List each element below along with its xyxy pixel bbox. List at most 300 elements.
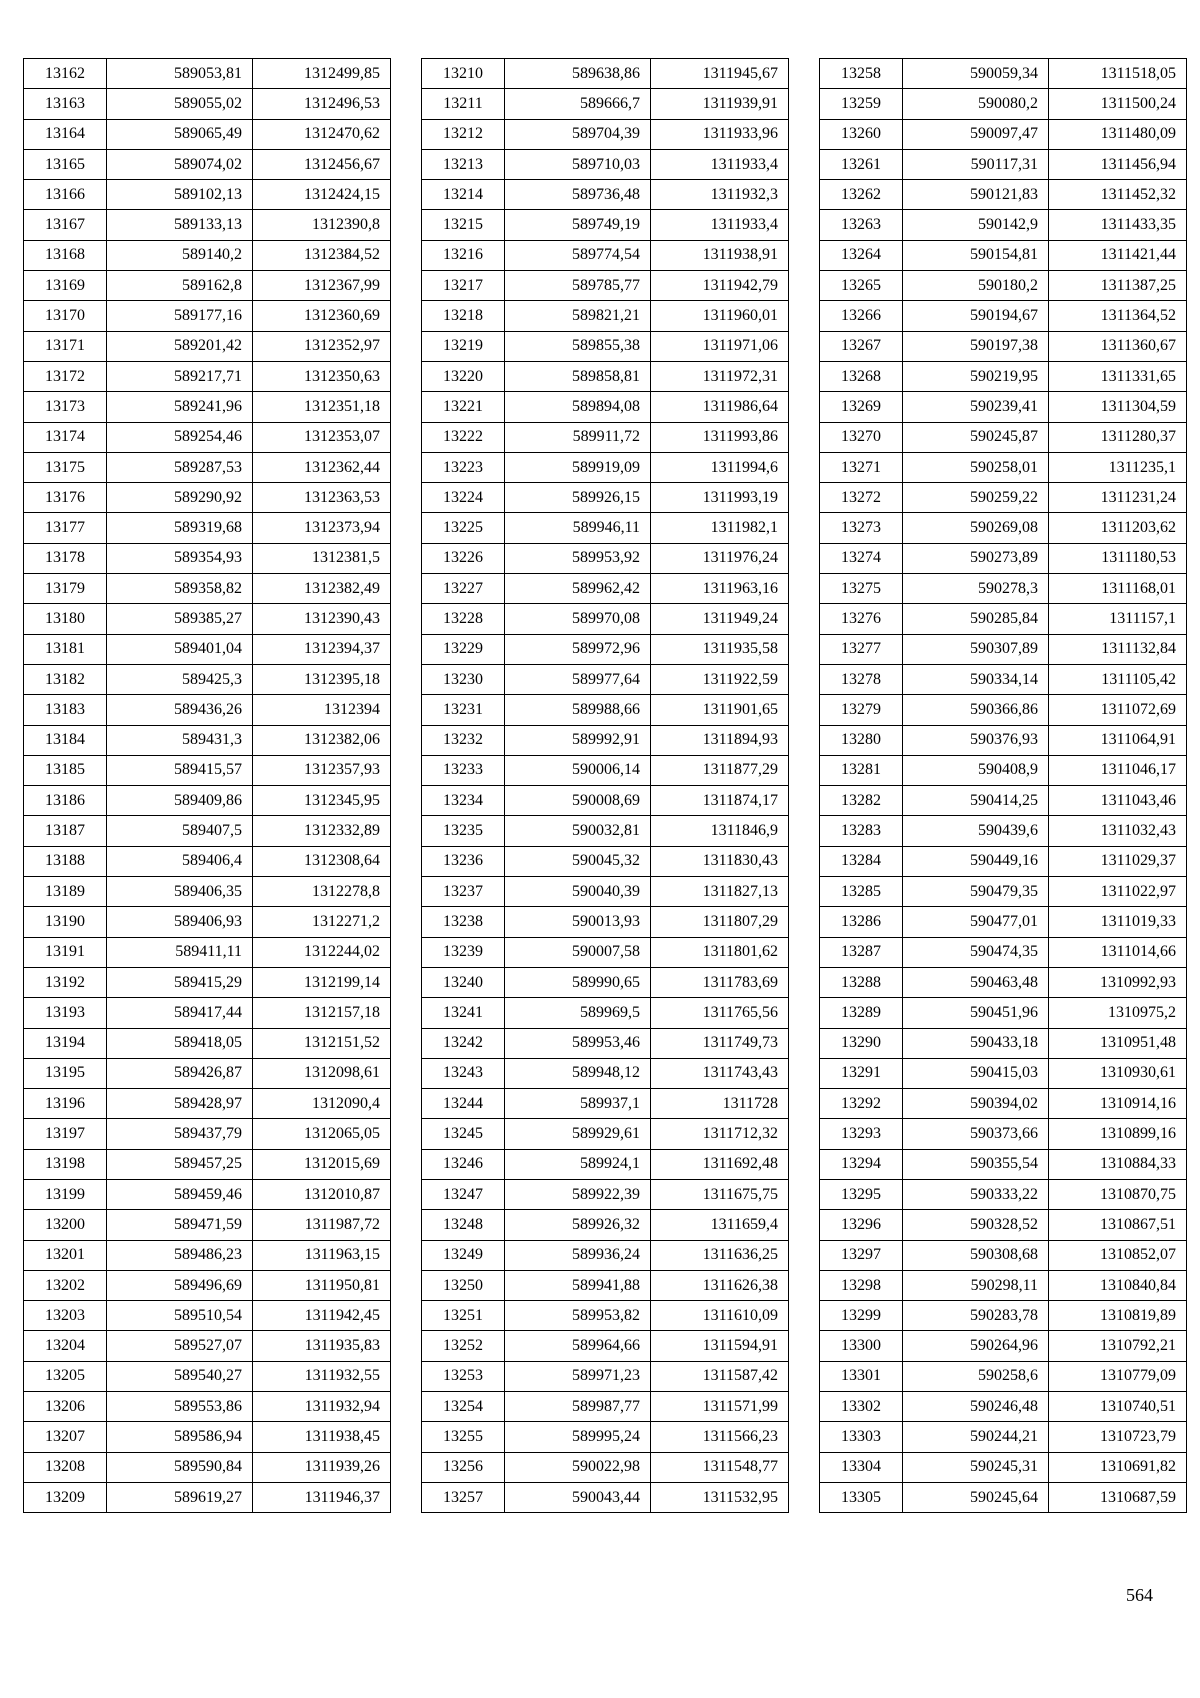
x-coordinate-cell: 589972,96 xyxy=(505,634,651,664)
y-coordinate-cell: 1310691,82 xyxy=(1049,1452,1187,1482)
point-number-cell: 13269 xyxy=(820,392,903,422)
x-coordinate-cell: 589527,07 xyxy=(107,1331,253,1361)
table-row xyxy=(422,816,789,846)
point-number-cell: 13250 xyxy=(422,1270,505,1300)
y-coordinate-cell: 1311933,4 xyxy=(651,149,789,179)
point-number-cell: 13166 xyxy=(24,180,107,210)
table-row xyxy=(422,240,789,270)
point-number-cell: 13303 xyxy=(820,1422,903,1452)
x-coordinate-cell: 589977,64 xyxy=(505,664,651,694)
table-row xyxy=(422,59,789,89)
x-coordinate-cell: 589953,82 xyxy=(505,1301,651,1331)
table-row xyxy=(820,937,1187,967)
x-coordinate-cell: 589074,02 xyxy=(107,149,253,179)
point-number-cell: 13186 xyxy=(24,786,107,816)
x-coordinate-cell: 589553,86 xyxy=(107,1392,253,1422)
y-coordinate-cell: 1311971,06 xyxy=(651,331,789,361)
table-row xyxy=(820,1058,1187,1088)
x-coordinate-cell: 589385,27 xyxy=(107,604,253,634)
x-coordinate-cell: 590032,81 xyxy=(505,816,651,846)
y-coordinate-cell: 1312373,94 xyxy=(253,513,391,543)
table-row xyxy=(820,301,1187,331)
point-number-cell: 13240 xyxy=(422,967,505,997)
x-coordinate-cell: 590283,78 xyxy=(903,1301,1049,1331)
table-row xyxy=(820,998,1187,1028)
table-row xyxy=(24,755,391,785)
x-coordinate-cell: 589987,77 xyxy=(505,1392,651,1422)
table-row xyxy=(422,1149,789,1179)
table-row xyxy=(820,907,1187,937)
y-coordinate-cell: 1312308,64 xyxy=(253,846,391,876)
point-number-cell: 13194 xyxy=(24,1028,107,1058)
point-number-cell: 13163 xyxy=(24,89,107,119)
point-number-cell: 13253 xyxy=(422,1361,505,1391)
table-row xyxy=(820,755,1187,785)
x-coordinate-cell: 589749,19 xyxy=(505,210,651,240)
y-coordinate-cell: 1311626,38 xyxy=(651,1270,789,1300)
table-row xyxy=(820,967,1187,997)
y-coordinate-cell: 1312384,52 xyxy=(253,240,391,270)
table-row xyxy=(24,1361,391,1391)
table-row xyxy=(24,1089,391,1119)
point-number-cell: 13294 xyxy=(820,1149,903,1179)
x-coordinate-cell: 589254,46 xyxy=(107,422,253,452)
point-number-cell: 13168 xyxy=(24,240,107,270)
table-row xyxy=(422,1179,789,1209)
point-number-cell: 13170 xyxy=(24,301,107,331)
table-row xyxy=(820,816,1187,846)
x-coordinate-cell: 589162,8 xyxy=(107,271,253,301)
point-number-cell: 13234 xyxy=(422,786,505,816)
x-coordinate-cell: 590258,6 xyxy=(903,1361,1049,1391)
y-coordinate-cell: 1311480,09 xyxy=(1049,119,1187,149)
y-coordinate-cell: 1311830,43 xyxy=(651,846,789,876)
y-coordinate-cell: 1311901,65 xyxy=(651,695,789,725)
point-number-cell: 13300 xyxy=(820,1331,903,1361)
point-number-cell: 13259 xyxy=(820,89,903,119)
x-coordinate-cell: 589426,87 xyxy=(107,1058,253,1088)
table-row xyxy=(422,1392,789,1422)
point-number-cell: 13211 xyxy=(422,89,505,119)
y-coordinate-cell: 1311594,91 xyxy=(651,1331,789,1361)
x-coordinate-cell: 589065,49 xyxy=(107,119,253,149)
point-number-cell: 13238 xyxy=(422,907,505,937)
table-row xyxy=(820,604,1187,634)
x-coordinate-cell: 589953,46 xyxy=(505,1028,651,1058)
table-row xyxy=(24,483,391,513)
y-coordinate-cell: 1312496,53 xyxy=(253,89,391,119)
y-coordinate-cell: 1311046,17 xyxy=(1049,755,1187,785)
table-row xyxy=(24,574,391,604)
table-row xyxy=(422,574,789,604)
x-coordinate-cell: 589926,15 xyxy=(505,483,651,513)
point-number-cell: 13278 xyxy=(820,664,903,694)
table-row xyxy=(422,664,789,694)
x-coordinate-cell: 590245,64 xyxy=(903,1482,1049,1512)
point-number-cell: 13176 xyxy=(24,483,107,513)
y-coordinate-cell: 1311360,67 xyxy=(1049,331,1187,361)
x-coordinate-cell: 590197,38 xyxy=(903,331,1049,361)
point-number-cell: 13244 xyxy=(422,1089,505,1119)
y-coordinate-cell: 1312382,49 xyxy=(253,574,391,604)
table-row xyxy=(24,1301,391,1331)
y-coordinate-cell: 1311932,55 xyxy=(253,1361,391,1391)
table-row xyxy=(820,59,1187,89)
table-row xyxy=(24,816,391,846)
y-coordinate-cell: 1311846,9 xyxy=(651,816,789,846)
x-coordinate-cell: 589406,35 xyxy=(107,877,253,907)
x-coordinate-cell: 590259,22 xyxy=(903,483,1049,513)
table-row xyxy=(422,543,789,573)
y-coordinate-cell: 1311500,24 xyxy=(1049,89,1187,119)
point-number-cell: 13220 xyxy=(422,361,505,391)
x-coordinate-cell: 589102,13 xyxy=(107,180,253,210)
point-number-cell: 13169 xyxy=(24,271,107,301)
table-row xyxy=(24,1240,391,1270)
x-coordinate-cell: 590439,6 xyxy=(903,816,1049,846)
y-coordinate-cell: 1312499,85 xyxy=(253,59,391,89)
y-coordinate-cell: 1311587,42 xyxy=(651,1361,789,1391)
y-coordinate-cell: 1311894,93 xyxy=(651,725,789,755)
table-row xyxy=(24,119,391,149)
y-coordinate-cell: 1311548,77 xyxy=(651,1452,789,1482)
point-number-cell: 13263 xyxy=(820,210,903,240)
y-coordinate-cell: 1311692,48 xyxy=(651,1149,789,1179)
x-coordinate-cell: 589924,1 xyxy=(505,1149,651,1179)
point-number-cell: 13222 xyxy=(422,422,505,452)
point-number-cell: 13182 xyxy=(24,664,107,694)
y-coordinate-cell: 1311331,65 xyxy=(1049,361,1187,391)
point-number-cell: 13242 xyxy=(422,1028,505,1058)
y-coordinate-cell: 1311922,59 xyxy=(651,664,789,694)
x-coordinate-cell: 589140,2 xyxy=(107,240,253,270)
point-number-cell: 13277 xyxy=(820,634,903,664)
x-coordinate-cell: 589401,04 xyxy=(107,634,253,664)
y-coordinate-cell: 1311032,43 xyxy=(1049,816,1187,846)
table-row xyxy=(820,1392,1187,1422)
x-coordinate-cell: 590278,3 xyxy=(903,574,1049,604)
x-coordinate-cell: 589619,27 xyxy=(107,1482,253,1512)
table-row xyxy=(422,119,789,149)
y-coordinate-cell: 1312424,15 xyxy=(253,180,391,210)
y-coordinate-cell: 1310819,89 xyxy=(1049,1301,1187,1331)
table-row xyxy=(24,240,391,270)
y-coordinate-cell: 1311452,32 xyxy=(1049,180,1187,210)
x-coordinate-cell: 590479,35 xyxy=(903,877,1049,907)
y-coordinate-cell: 1310723,79 xyxy=(1049,1422,1187,1452)
point-number-cell: 13213 xyxy=(422,149,505,179)
point-number-cell: 13179 xyxy=(24,574,107,604)
point-number-cell: 13230 xyxy=(422,664,505,694)
y-coordinate-cell: 1311029,37 xyxy=(1049,846,1187,876)
y-coordinate-cell: 1311994,6 xyxy=(651,452,789,482)
point-number-cell: 13164 xyxy=(24,119,107,149)
x-coordinate-cell: 589894,08 xyxy=(505,392,651,422)
point-number-cell: 13248 xyxy=(422,1210,505,1240)
y-coordinate-cell: 1311728 xyxy=(651,1089,789,1119)
point-number-cell: 13196 xyxy=(24,1089,107,1119)
point-number-cell: 13188 xyxy=(24,846,107,876)
point-number-cell: 13195 xyxy=(24,1058,107,1088)
x-coordinate-cell: 590307,89 xyxy=(903,634,1049,664)
point-number-cell: 13267 xyxy=(820,331,903,361)
table-row xyxy=(820,392,1187,422)
table-row xyxy=(24,664,391,694)
x-coordinate-cell: 590246,48 xyxy=(903,1392,1049,1422)
y-coordinate-cell: 1311659,4 xyxy=(651,1210,789,1240)
x-coordinate-cell: 590007,58 xyxy=(505,937,651,967)
table-row xyxy=(820,422,1187,452)
y-coordinate-cell: 1311743,43 xyxy=(651,1058,789,1088)
x-coordinate-cell: 590180,2 xyxy=(903,271,1049,301)
y-coordinate-cell: 1311712,32 xyxy=(651,1119,789,1149)
x-coordinate-cell: 590373,66 xyxy=(903,1119,1049,1149)
y-coordinate-cell: 1311157,1 xyxy=(1049,604,1187,634)
y-coordinate-cell: 1311180,53 xyxy=(1049,543,1187,573)
y-coordinate-cell: 1310792,21 xyxy=(1049,1331,1187,1361)
x-coordinate-cell: 589287,53 xyxy=(107,452,253,482)
table-row xyxy=(24,452,391,482)
table-row xyxy=(820,877,1187,907)
x-coordinate-cell: 589415,29 xyxy=(107,967,253,997)
point-number-cell: 13275 xyxy=(820,574,903,604)
table-row xyxy=(820,149,1187,179)
table-row xyxy=(820,1240,1187,1270)
x-coordinate-cell: 590463,48 xyxy=(903,967,1049,997)
point-number-cell: 13202 xyxy=(24,1270,107,1300)
point-number-cell: 13255 xyxy=(422,1422,505,1452)
x-coordinate-cell: 589710,03 xyxy=(505,149,651,179)
x-coordinate-cell: 590414,25 xyxy=(903,786,1049,816)
point-number-cell: 13302 xyxy=(820,1392,903,1422)
table-row xyxy=(820,1089,1187,1119)
y-coordinate-cell: 1311022,97 xyxy=(1049,877,1187,907)
y-coordinate-cell: 1311827,13 xyxy=(651,877,789,907)
point-number-cell: 13237 xyxy=(422,877,505,907)
y-coordinate-cell: 1311749,73 xyxy=(651,1028,789,1058)
x-coordinate-cell: 589418,05 xyxy=(107,1028,253,1058)
x-coordinate-cell: 589821,21 xyxy=(505,301,651,331)
point-number-cell: 13209 xyxy=(24,1482,107,1512)
table-row xyxy=(24,271,391,301)
table-row xyxy=(24,907,391,937)
y-coordinate-cell: 1311019,33 xyxy=(1049,907,1187,937)
page-number: 564 xyxy=(1126,1585,1153,1605)
point-number-cell: 13265 xyxy=(820,271,903,301)
point-number-cell: 13272 xyxy=(820,483,903,513)
point-number-cell: 13172 xyxy=(24,361,107,391)
point-number-cell: 13231 xyxy=(422,695,505,725)
x-coordinate-cell: 589437,79 xyxy=(107,1119,253,1149)
y-coordinate-cell: 1311203,62 xyxy=(1049,513,1187,543)
x-coordinate-cell: 590006,14 xyxy=(505,755,651,785)
point-number-cell: 13205 xyxy=(24,1361,107,1391)
point-number-cell: 13274 xyxy=(820,543,903,573)
table-row xyxy=(422,1210,789,1240)
y-coordinate-cell: 1310930,61 xyxy=(1049,1058,1187,1088)
table-row xyxy=(820,331,1187,361)
point-number-cell: 13225 xyxy=(422,513,505,543)
table-row xyxy=(422,422,789,452)
point-number-cell: 13297 xyxy=(820,1240,903,1270)
point-number-cell: 13241 xyxy=(422,998,505,1028)
point-number-cell: 13262 xyxy=(820,180,903,210)
table-row xyxy=(422,1331,789,1361)
table-row xyxy=(422,1482,789,1512)
x-coordinate-cell: 590333,22 xyxy=(903,1179,1049,1209)
y-coordinate-cell: 1312199,14 xyxy=(253,967,391,997)
x-coordinate-cell: 589941,88 xyxy=(505,1270,651,1300)
y-coordinate-cell: 1311783,69 xyxy=(651,967,789,997)
y-coordinate-cell: 1310687,59 xyxy=(1049,1482,1187,1512)
x-coordinate-cell: 590117,31 xyxy=(903,149,1049,179)
y-coordinate-cell: 1311993,86 xyxy=(651,422,789,452)
y-coordinate-cell: 1311982,1 xyxy=(651,513,789,543)
y-coordinate-cell: 1311433,35 xyxy=(1049,210,1187,240)
table-row xyxy=(820,271,1187,301)
table-row xyxy=(820,1361,1187,1391)
point-number-cell: 13295 xyxy=(820,1179,903,1209)
table-row xyxy=(422,180,789,210)
table-row xyxy=(820,1119,1187,1149)
point-number-cell: 13229 xyxy=(422,634,505,664)
x-coordinate-cell: 589290,92 xyxy=(107,483,253,513)
y-coordinate-cell: 1311938,45 xyxy=(253,1422,391,1452)
table-row xyxy=(820,119,1187,149)
table-row xyxy=(422,695,789,725)
table-row xyxy=(820,1482,1187,1512)
x-coordinate-cell: 589948,12 xyxy=(505,1058,651,1088)
table-row xyxy=(422,907,789,937)
point-number-cell: 13256 xyxy=(422,1452,505,1482)
coordinate-table-1 xyxy=(23,58,391,1513)
y-coordinate-cell: 1312090,4 xyxy=(253,1089,391,1119)
point-number-cell: 13252 xyxy=(422,1331,505,1361)
y-coordinate-cell: 1312367,99 xyxy=(253,271,391,301)
table-row xyxy=(24,1058,391,1088)
y-coordinate-cell: 1311571,99 xyxy=(651,1392,789,1422)
x-coordinate-cell: 589425,3 xyxy=(107,664,253,694)
y-coordinate-cell: 1312362,44 xyxy=(253,452,391,482)
x-coordinate-cell: 589855,38 xyxy=(505,331,651,361)
point-number-cell: 13217 xyxy=(422,271,505,301)
y-coordinate-cell: 1311938,91 xyxy=(651,240,789,270)
y-coordinate-cell: 1311932,94 xyxy=(253,1392,391,1422)
x-coordinate-cell: 590142,9 xyxy=(903,210,1049,240)
x-coordinate-cell: 589436,26 xyxy=(107,695,253,725)
point-number-cell: 13201 xyxy=(24,1240,107,1270)
y-coordinate-cell: 1311105,42 xyxy=(1049,664,1187,694)
table-row xyxy=(422,725,789,755)
point-number-cell: 13204 xyxy=(24,1331,107,1361)
point-number-cell: 13304 xyxy=(820,1452,903,1482)
x-coordinate-cell: 589785,77 xyxy=(505,271,651,301)
point-number-cell: 13284 xyxy=(820,846,903,876)
x-coordinate-cell: 590258,01 xyxy=(903,452,1049,482)
y-coordinate-cell: 1312381,5 xyxy=(253,543,391,573)
point-number-cell: 13283 xyxy=(820,816,903,846)
table-row xyxy=(422,755,789,785)
point-number-cell: 13223 xyxy=(422,452,505,482)
table-row xyxy=(422,1361,789,1391)
y-coordinate-cell: 1311942,45 xyxy=(253,1301,391,1331)
y-coordinate-cell: 1312271,2 xyxy=(253,907,391,937)
x-coordinate-cell: 589486,23 xyxy=(107,1240,253,1270)
x-coordinate-cell: 589496,69 xyxy=(107,1270,253,1300)
y-coordinate-cell: 1312394 xyxy=(253,695,391,725)
point-number-cell: 13243 xyxy=(422,1058,505,1088)
x-coordinate-cell: 589992,91 xyxy=(505,725,651,755)
y-coordinate-cell: 1312390,43 xyxy=(253,604,391,634)
x-coordinate-cell: 589457,25 xyxy=(107,1149,253,1179)
table-row xyxy=(422,998,789,1028)
table-row xyxy=(24,59,391,89)
point-number-cell: 13177 xyxy=(24,513,107,543)
table-row xyxy=(820,786,1187,816)
point-number-cell: 13249 xyxy=(422,1240,505,1270)
y-coordinate-cell: 1311933,4 xyxy=(651,210,789,240)
y-coordinate-cell: 1312363,53 xyxy=(253,483,391,513)
x-coordinate-cell: 589415,57 xyxy=(107,755,253,785)
x-coordinate-cell: 590449,16 xyxy=(903,846,1049,876)
y-coordinate-cell: 1311636,25 xyxy=(651,1240,789,1270)
x-coordinate-cell: 590244,21 xyxy=(903,1422,1049,1452)
y-coordinate-cell: 1312353,07 xyxy=(253,422,391,452)
x-coordinate-cell: 589471,59 xyxy=(107,1210,253,1240)
x-coordinate-cell: 590269,08 xyxy=(903,513,1049,543)
x-coordinate-cell: 589319,68 xyxy=(107,513,253,543)
x-coordinate-cell: 589919,09 xyxy=(505,452,651,482)
table-row xyxy=(820,1028,1187,1058)
point-number-cell: 13232 xyxy=(422,725,505,755)
y-coordinate-cell: 1311456,94 xyxy=(1049,149,1187,179)
x-coordinate-cell: 590408,9 xyxy=(903,755,1049,785)
point-number-cell: 13198 xyxy=(24,1149,107,1179)
y-coordinate-cell: 1311064,91 xyxy=(1049,725,1187,755)
point-number-cell: 13270 xyxy=(820,422,903,452)
x-coordinate-cell: 589217,71 xyxy=(107,361,253,391)
point-number-cell: 13264 xyxy=(820,240,903,270)
point-number-cell: 13260 xyxy=(820,119,903,149)
y-coordinate-cell: 1311043,46 xyxy=(1049,786,1187,816)
point-number-cell: 13212 xyxy=(422,119,505,149)
y-coordinate-cell: 1311942,79 xyxy=(651,271,789,301)
table-row xyxy=(422,361,789,391)
table-row xyxy=(24,786,391,816)
point-number-cell: 13286 xyxy=(820,907,903,937)
y-coordinate-cell: 1312332,89 xyxy=(253,816,391,846)
table-row xyxy=(24,998,391,1028)
table-row xyxy=(820,240,1187,270)
point-number-cell: 13279 xyxy=(820,695,903,725)
y-coordinate-cell: 1310840,84 xyxy=(1049,1270,1187,1300)
x-coordinate-cell: 590097,47 xyxy=(903,119,1049,149)
x-coordinate-cell: 589417,44 xyxy=(107,998,253,1028)
y-coordinate-cell: 1311532,95 xyxy=(651,1482,789,1512)
table-row xyxy=(24,331,391,361)
point-number-cell: 13289 xyxy=(820,998,903,1028)
table-row xyxy=(24,1179,391,1209)
table-row xyxy=(422,271,789,301)
x-coordinate-cell: 590245,87 xyxy=(903,422,1049,452)
y-coordinate-cell: 1311765,56 xyxy=(651,998,789,1028)
table-row xyxy=(24,937,391,967)
point-number-cell: 13236 xyxy=(422,846,505,876)
table-row xyxy=(820,1452,1187,1482)
y-coordinate-cell: 1312010,87 xyxy=(253,1179,391,1209)
y-coordinate-cell: 1311280,37 xyxy=(1049,422,1187,452)
table-row xyxy=(24,1331,391,1361)
